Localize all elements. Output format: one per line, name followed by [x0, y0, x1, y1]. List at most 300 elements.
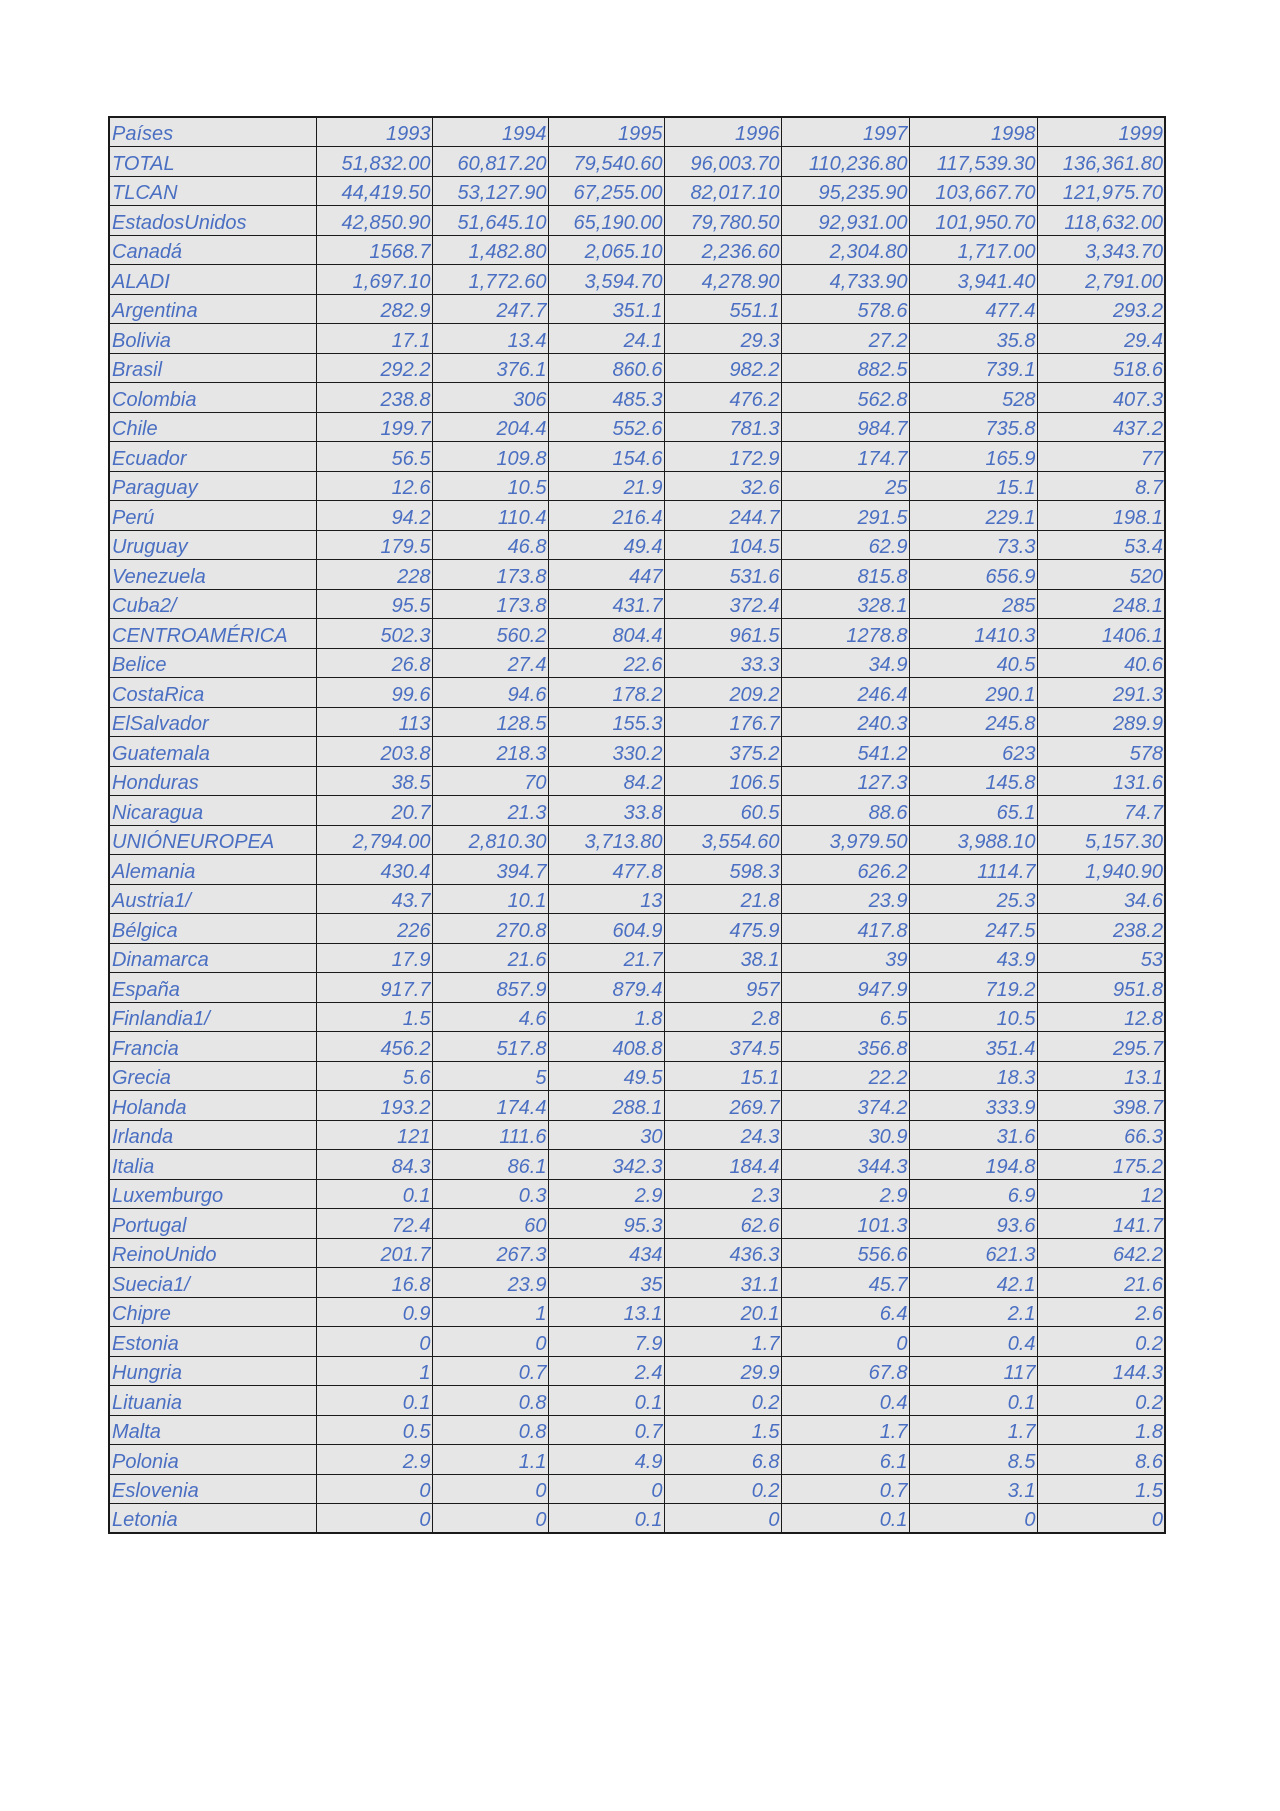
value-cell: 3,979.50: [781, 825, 909, 855]
value-cell: 0.1: [316, 1386, 432, 1416]
value-cell: 1,697.10: [316, 265, 432, 295]
value-cell: 0: [316, 1504, 432, 1534]
value-cell: 23.9: [781, 884, 909, 914]
header-row: [109, 117, 1165, 147]
value-cell: 145.8: [909, 766, 1037, 796]
value-cell: 1,482.80: [432, 235, 548, 265]
value-cell: 957: [664, 973, 781, 1003]
value-cell: 333.9: [909, 1091, 1037, 1121]
value-cell: 447: [548, 560, 664, 590]
value-cell: 476.2: [664, 383, 781, 413]
value-cell: 328.1: [781, 589, 909, 619]
value-cell: 351.4: [909, 1032, 1037, 1062]
row-label-cell: Bolivia: [109, 324, 316, 354]
value-cell: 551.1: [664, 294, 781, 324]
value-cell: 0.7: [781, 1474, 909, 1504]
value-cell: 2,065.10: [548, 235, 664, 265]
value-cell: 375.2: [664, 737, 781, 767]
value-cell: 62.6: [664, 1209, 781, 1239]
value-cell: 0.1: [548, 1504, 664, 1534]
value-cell: 30: [548, 1120, 664, 1150]
value-cell: 626.2: [781, 855, 909, 885]
value-cell: 356.8: [781, 1032, 909, 1062]
table-row: [109, 766, 1165, 796]
value-cell: 8.6: [1037, 1445, 1165, 1475]
value-cell: 53,127.90: [432, 176, 548, 206]
value-cell: 20.1: [664, 1297, 781, 1327]
row-label-cell: Hungria: [109, 1356, 316, 1386]
value-cell: 917.7: [316, 973, 432, 1003]
value-cell: 144.3: [1037, 1356, 1165, 1386]
value-cell: 947.9: [781, 973, 909, 1003]
row-label-cell: Cuba2/: [109, 589, 316, 619]
value-cell: 24.1: [548, 324, 664, 354]
value-cell: 330.2: [548, 737, 664, 767]
value-cell: 342.3: [548, 1150, 664, 1180]
table-row: [109, 560, 1165, 590]
row-label-cell: Canadá: [109, 235, 316, 265]
value-cell: 104.5: [664, 530, 781, 560]
value-cell: 0: [432, 1504, 548, 1534]
row-label-cell: Suecia1/: [109, 1268, 316, 1298]
table-row: [109, 442, 1165, 472]
value-cell: 0: [432, 1327, 548, 1357]
value-cell: 269.7: [664, 1091, 781, 1121]
table-row: [109, 1415, 1165, 1445]
value-cell: 1997: [781, 117, 909, 147]
value-cell: 43.7: [316, 884, 432, 914]
value-cell: 127.3: [781, 766, 909, 796]
value-cell: 27.4: [432, 648, 548, 678]
table-body: [109, 117, 1165, 1533]
table-row: [109, 1327, 1165, 1357]
value-cell: 6.8: [664, 1445, 781, 1475]
value-cell: 431.7: [548, 589, 664, 619]
value-cell: 10.5: [432, 471, 548, 501]
value-cell: 3,941.40: [909, 265, 1037, 295]
value-cell: 1,717.00: [909, 235, 1037, 265]
value-cell: 485.3: [548, 383, 664, 413]
value-cell: 60: [432, 1209, 548, 1239]
value-cell: 270.8: [432, 914, 548, 944]
value-cell: 34.9: [781, 648, 909, 678]
table-row: [109, 1150, 1165, 1180]
value-cell: 4,278.90: [664, 265, 781, 295]
table-row: [109, 973, 1165, 1003]
row-label-cell: ReinoUnido: [109, 1238, 316, 1268]
value-cell: 29.4: [1037, 324, 1165, 354]
value-cell: 3,988.10: [909, 825, 1037, 855]
data-table: [108, 116, 1166, 1534]
value-cell: 27.2: [781, 324, 909, 354]
value-cell: 456.2: [316, 1032, 432, 1062]
table-row: [109, 353, 1165, 383]
value-cell: 306: [432, 383, 548, 413]
value-cell: 0.4: [909, 1327, 1037, 1357]
value-cell: 502.3: [316, 619, 432, 649]
value-cell: 1.8: [1037, 1415, 1165, 1445]
value-cell: 860.6: [548, 353, 664, 383]
value-cell: 6.9: [909, 1179, 1037, 1209]
value-cell: 21.8: [664, 884, 781, 914]
value-cell: 1410.3: [909, 619, 1037, 649]
row-label-cell: Argentina: [109, 294, 316, 324]
value-cell: 22.6: [548, 648, 664, 678]
value-cell: 178.2: [548, 678, 664, 708]
value-cell: 0.8: [432, 1386, 548, 1416]
value-cell: 82,017.10: [664, 176, 781, 206]
table-row: [109, 265, 1165, 295]
table-row: [109, 855, 1165, 885]
row-label-cell: Polonia: [109, 1445, 316, 1475]
table-row: [109, 707, 1165, 737]
value-cell: 562.8: [781, 383, 909, 413]
value-cell: 12.8: [1037, 1002, 1165, 1032]
value-cell: 6.5: [781, 1002, 909, 1032]
row-label-cell: Portugal: [109, 1209, 316, 1239]
value-cell: 25.3: [909, 884, 1037, 914]
value-cell: 209.2: [664, 678, 781, 708]
value-cell: 22.2: [781, 1061, 909, 1091]
value-cell: 623: [909, 737, 1037, 767]
row-label-cell: Nicaragua: [109, 796, 316, 826]
value-cell: 117: [909, 1356, 1037, 1386]
row-label-cell: Perú: [109, 501, 316, 531]
table-row: [109, 619, 1165, 649]
value-cell: 31.6: [909, 1120, 1037, 1150]
row-label-cell: España: [109, 973, 316, 1003]
value-cell: 25: [781, 471, 909, 501]
value-cell: 93.6: [909, 1209, 1037, 1239]
value-cell: 39: [781, 943, 909, 973]
value-cell: 1.5: [1037, 1474, 1165, 1504]
value-cell: 5: [432, 1061, 548, 1091]
value-cell: 804.4: [548, 619, 664, 649]
table-row: [109, 1179, 1165, 1209]
value-cell: 0.1: [909, 1386, 1037, 1416]
value-cell: 79,780.50: [664, 206, 781, 236]
value-cell: 372.4: [664, 589, 781, 619]
value-cell: 434: [548, 1238, 664, 1268]
value-cell: 199.7: [316, 412, 432, 442]
table-row: [109, 1032, 1165, 1062]
row-label-cell: Grecia: [109, 1061, 316, 1091]
value-cell: 528: [909, 383, 1037, 413]
value-cell: 621.3: [909, 1238, 1037, 1268]
value-cell: 184.4: [664, 1150, 781, 1180]
value-cell: 1.8: [548, 1002, 664, 1032]
value-cell: 735.8: [909, 412, 1037, 442]
value-cell: 2.9: [316, 1445, 432, 1475]
table-row: [109, 412, 1165, 442]
value-cell: 781.3: [664, 412, 781, 442]
table-row: [109, 1474, 1165, 1504]
value-cell: 282.9: [316, 294, 432, 324]
value-cell: 95.5: [316, 589, 432, 619]
value-cell: 94.2: [316, 501, 432, 531]
value-cell: 67.8: [781, 1356, 909, 1386]
table-row: [109, 914, 1165, 944]
value-cell: 218.3: [432, 737, 548, 767]
value-cell: 656.9: [909, 560, 1037, 590]
table-row: [109, 176, 1165, 206]
value-cell: 179.5: [316, 530, 432, 560]
value-cell: 194.8: [909, 1150, 1037, 1180]
value-cell: 290.1: [909, 678, 1037, 708]
value-cell: 0: [781, 1327, 909, 1357]
value-cell: 1994: [432, 117, 548, 147]
value-cell: 121,975.70: [1037, 176, 1165, 206]
value-cell: 430.4: [316, 855, 432, 885]
value-cell: 228: [316, 560, 432, 590]
table-row: [109, 206, 1165, 236]
value-cell: 136,361.80: [1037, 147, 1165, 177]
value-cell: 26.8: [316, 648, 432, 678]
value-cell: 1.7: [781, 1415, 909, 1445]
value-cell: 244.7: [664, 501, 781, 531]
value-cell: 94.6: [432, 678, 548, 708]
value-cell: 110.4: [432, 501, 548, 531]
value-cell: 6.1: [781, 1445, 909, 1475]
value-cell: 2.8: [664, 1002, 781, 1032]
value-cell: 226: [316, 914, 432, 944]
value-cell: 295.7: [1037, 1032, 1165, 1062]
value-cell: 67,255.00: [548, 176, 664, 206]
value-cell: 95,235.90: [781, 176, 909, 206]
value-cell: 267.3: [432, 1238, 548, 1268]
value-cell: 17.9: [316, 943, 432, 973]
value-cell: 2,304.80: [781, 235, 909, 265]
table-row: [109, 324, 1165, 354]
value-cell: 984.7: [781, 412, 909, 442]
table-row: [109, 1268, 1165, 1298]
row-label-cell: Finlandia1/: [109, 1002, 316, 1032]
value-cell: 113: [316, 707, 432, 737]
row-label-cell: Uruguay: [109, 530, 316, 560]
value-cell: 51,832.00: [316, 147, 432, 177]
value-cell: 4,733.90: [781, 265, 909, 295]
value-cell: 38.1: [664, 943, 781, 973]
value-cell: 1998: [909, 117, 1037, 147]
row-label-cell: Guatemala: [109, 737, 316, 767]
value-cell: 0.1: [781, 1504, 909, 1534]
value-cell: 21.3: [432, 796, 548, 826]
value-cell: 1.7: [664, 1327, 781, 1357]
value-cell: 7.9: [548, 1327, 664, 1357]
row-label-cell: Colombia: [109, 383, 316, 413]
value-cell: 12: [1037, 1179, 1165, 1209]
row-label-cell: Letonia: [109, 1504, 316, 1534]
row-label-cell: ALADI: [109, 265, 316, 295]
row-label-cell: Dinamarca: [109, 943, 316, 973]
value-cell: 72.4: [316, 1209, 432, 1239]
value-cell: 0.2: [664, 1386, 781, 1416]
value-cell: 49.5: [548, 1061, 664, 1091]
value-cell: 65.1: [909, 796, 1037, 826]
value-cell: 51,645.10: [432, 206, 548, 236]
table-row: [109, 383, 1165, 413]
value-cell: 2,791.00: [1037, 265, 1165, 295]
table-row: [109, 1238, 1165, 1268]
value-cell: 285: [909, 589, 1037, 619]
value-cell: 201.7: [316, 1238, 432, 1268]
value-cell: 477.8: [548, 855, 664, 885]
value-cell: 0: [316, 1474, 432, 1504]
value-cell: 0.4: [781, 1386, 909, 1416]
value-cell: 109.8: [432, 442, 548, 472]
row-label-cell: Chipre: [109, 1297, 316, 1327]
value-cell: 1.5: [316, 1002, 432, 1032]
value-cell: 21.9: [548, 471, 664, 501]
value-cell: 0: [316, 1327, 432, 1357]
value-cell: 247.5: [909, 914, 1037, 944]
value-cell: 49.4: [548, 530, 664, 560]
value-cell: 5,157.30: [1037, 825, 1165, 855]
value-cell: 291.3: [1037, 678, 1165, 708]
value-cell: 65,190.00: [548, 206, 664, 236]
row-label-cell: Francia: [109, 1032, 316, 1062]
value-cell: 1993: [316, 117, 432, 147]
value-cell: 24.3: [664, 1120, 781, 1150]
value-cell: 436.3: [664, 1238, 781, 1268]
value-cell: 204.4: [432, 412, 548, 442]
value-cell: 15.1: [909, 471, 1037, 501]
value-cell: 62.9: [781, 530, 909, 560]
value-cell: 1,772.60: [432, 265, 548, 295]
row-label-cell: EstadosUnidos: [109, 206, 316, 236]
value-cell: 2,794.00: [316, 825, 432, 855]
row-label-cell: Malta: [109, 1415, 316, 1445]
table-row: [109, 1504, 1165, 1534]
value-cell: 10.1: [432, 884, 548, 914]
row-label-cell: TOTAL: [109, 147, 316, 177]
value-cell: 1568.7: [316, 235, 432, 265]
value-cell: 642.2: [1037, 1238, 1165, 1268]
value-cell: 21.6: [1037, 1268, 1165, 1298]
value-cell: 815.8: [781, 560, 909, 590]
value-cell: 175.2: [1037, 1150, 1165, 1180]
row-label-cell: Ecuador: [109, 442, 316, 472]
value-cell: 21.6: [432, 943, 548, 973]
row-label-cell: Holanda: [109, 1091, 316, 1121]
value-cell: 77: [1037, 442, 1165, 472]
table-row: [109, 1061, 1165, 1091]
value-cell: 2.9: [781, 1179, 909, 1209]
value-cell: 21.7: [548, 943, 664, 973]
value-cell: 101,950.70: [909, 206, 1037, 236]
value-cell: 2,810.30: [432, 825, 548, 855]
value-cell: 33.8: [548, 796, 664, 826]
value-cell: 155.3: [548, 707, 664, 737]
value-cell: 520: [1037, 560, 1165, 590]
value-cell: 238.8: [316, 383, 432, 413]
value-cell: 238.2: [1037, 914, 1165, 944]
value-cell: 229.1: [909, 501, 1037, 531]
value-cell: 60.5: [664, 796, 781, 826]
value-cell: 6.4: [781, 1297, 909, 1327]
value-cell: 291.5: [781, 501, 909, 531]
value-cell: 79,540.60: [548, 147, 664, 177]
row-label-cell: Bélgica: [109, 914, 316, 944]
row-label-cell: Austria1/: [109, 884, 316, 914]
table-row: [109, 294, 1165, 324]
value-cell: 376.1: [432, 353, 548, 383]
row-label-cell: CENTROAMÉRICA: [109, 619, 316, 649]
value-cell: 604.9: [548, 914, 664, 944]
table-row: [109, 1002, 1165, 1032]
value-cell: 15.1: [664, 1061, 781, 1091]
value-cell: 45.7: [781, 1268, 909, 1298]
value-cell: 293.2: [1037, 294, 1165, 324]
value-cell: 560.2: [432, 619, 548, 649]
value-cell: 598.3: [664, 855, 781, 885]
value-cell: 417.8: [781, 914, 909, 944]
value-cell: 0.7: [548, 1415, 664, 1445]
value-cell: 882.5: [781, 353, 909, 383]
table-row: [109, 501, 1165, 531]
value-cell: 13.1: [1037, 1061, 1165, 1091]
value-cell: 84.3: [316, 1150, 432, 1180]
value-cell: 344.3: [781, 1150, 909, 1180]
value-cell: 31.1: [664, 1268, 781, 1298]
table-row: [109, 1297, 1165, 1327]
value-cell: 117,539.30: [909, 147, 1037, 177]
value-cell: 0: [664, 1504, 781, 1534]
value-cell: 3,713.80: [548, 825, 664, 855]
value-cell: 176.7: [664, 707, 781, 737]
value-cell: 0.8: [432, 1415, 548, 1445]
value-cell: 110,236.80: [781, 147, 909, 177]
row-label-cell: Irlanda: [109, 1120, 316, 1150]
value-cell: 0.1: [548, 1386, 664, 1416]
value-cell: 34.6: [1037, 884, 1165, 914]
value-cell: 0.9: [316, 1297, 432, 1327]
value-cell: 4.6: [432, 1002, 548, 1032]
row-label-cell: Luxemburgo: [109, 1179, 316, 1209]
value-cell: 141.7: [1037, 1209, 1165, 1239]
value-cell: 17.1: [316, 324, 432, 354]
value-cell: 56.5: [316, 442, 432, 472]
value-cell: 128.5: [432, 707, 548, 737]
value-cell: 198.1: [1037, 501, 1165, 531]
value-cell: 1.5: [664, 1415, 781, 1445]
row-label-cell: Belice: [109, 648, 316, 678]
value-cell: 88.6: [781, 796, 909, 826]
value-cell: 879.4: [548, 973, 664, 1003]
value-cell: 1: [432, 1297, 548, 1327]
value-cell: 2.6: [1037, 1297, 1165, 1327]
value-cell: 0.5: [316, 1415, 432, 1445]
value-cell: 86.1: [432, 1150, 548, 1180]
value-cell: 173.8: [432, 560, 548, 590]
value-cell: 351.1: [548, 294, 664, 324]
value-cell: 1.7: [909, 1415, 1037, 1445]
value-cell: 247.7: [432, 294, 548, 324]
value-cell: 216.4: [548, 501, 664, 531]
value-cell: 2.1: [909, 1297, 1037, 1327]
table-row: [109, 1445, 1165, 1475]
value-cell: 0.7: [432, 1356, 548, 1386]
table-row: [109, 943, 1165, 973]
value-cell: 437.2: [1037, 412, 1165, 442]
value-cell: 23.9: [432, 1268, 548, 1298]
value-cell: 103,667.70: [909, 176, 1037, 206]
value-cell: 73.3: [909, 530, 1037, 560]
value-cell: 29.3: [664, 324, 781, 354]
table-row: [109, 1356, 1165, 1386]
value-cell: 4.9: [548, 1445, 664, 1475]
value-cell: 10.5: [909, 1002, 1037, 1032]
